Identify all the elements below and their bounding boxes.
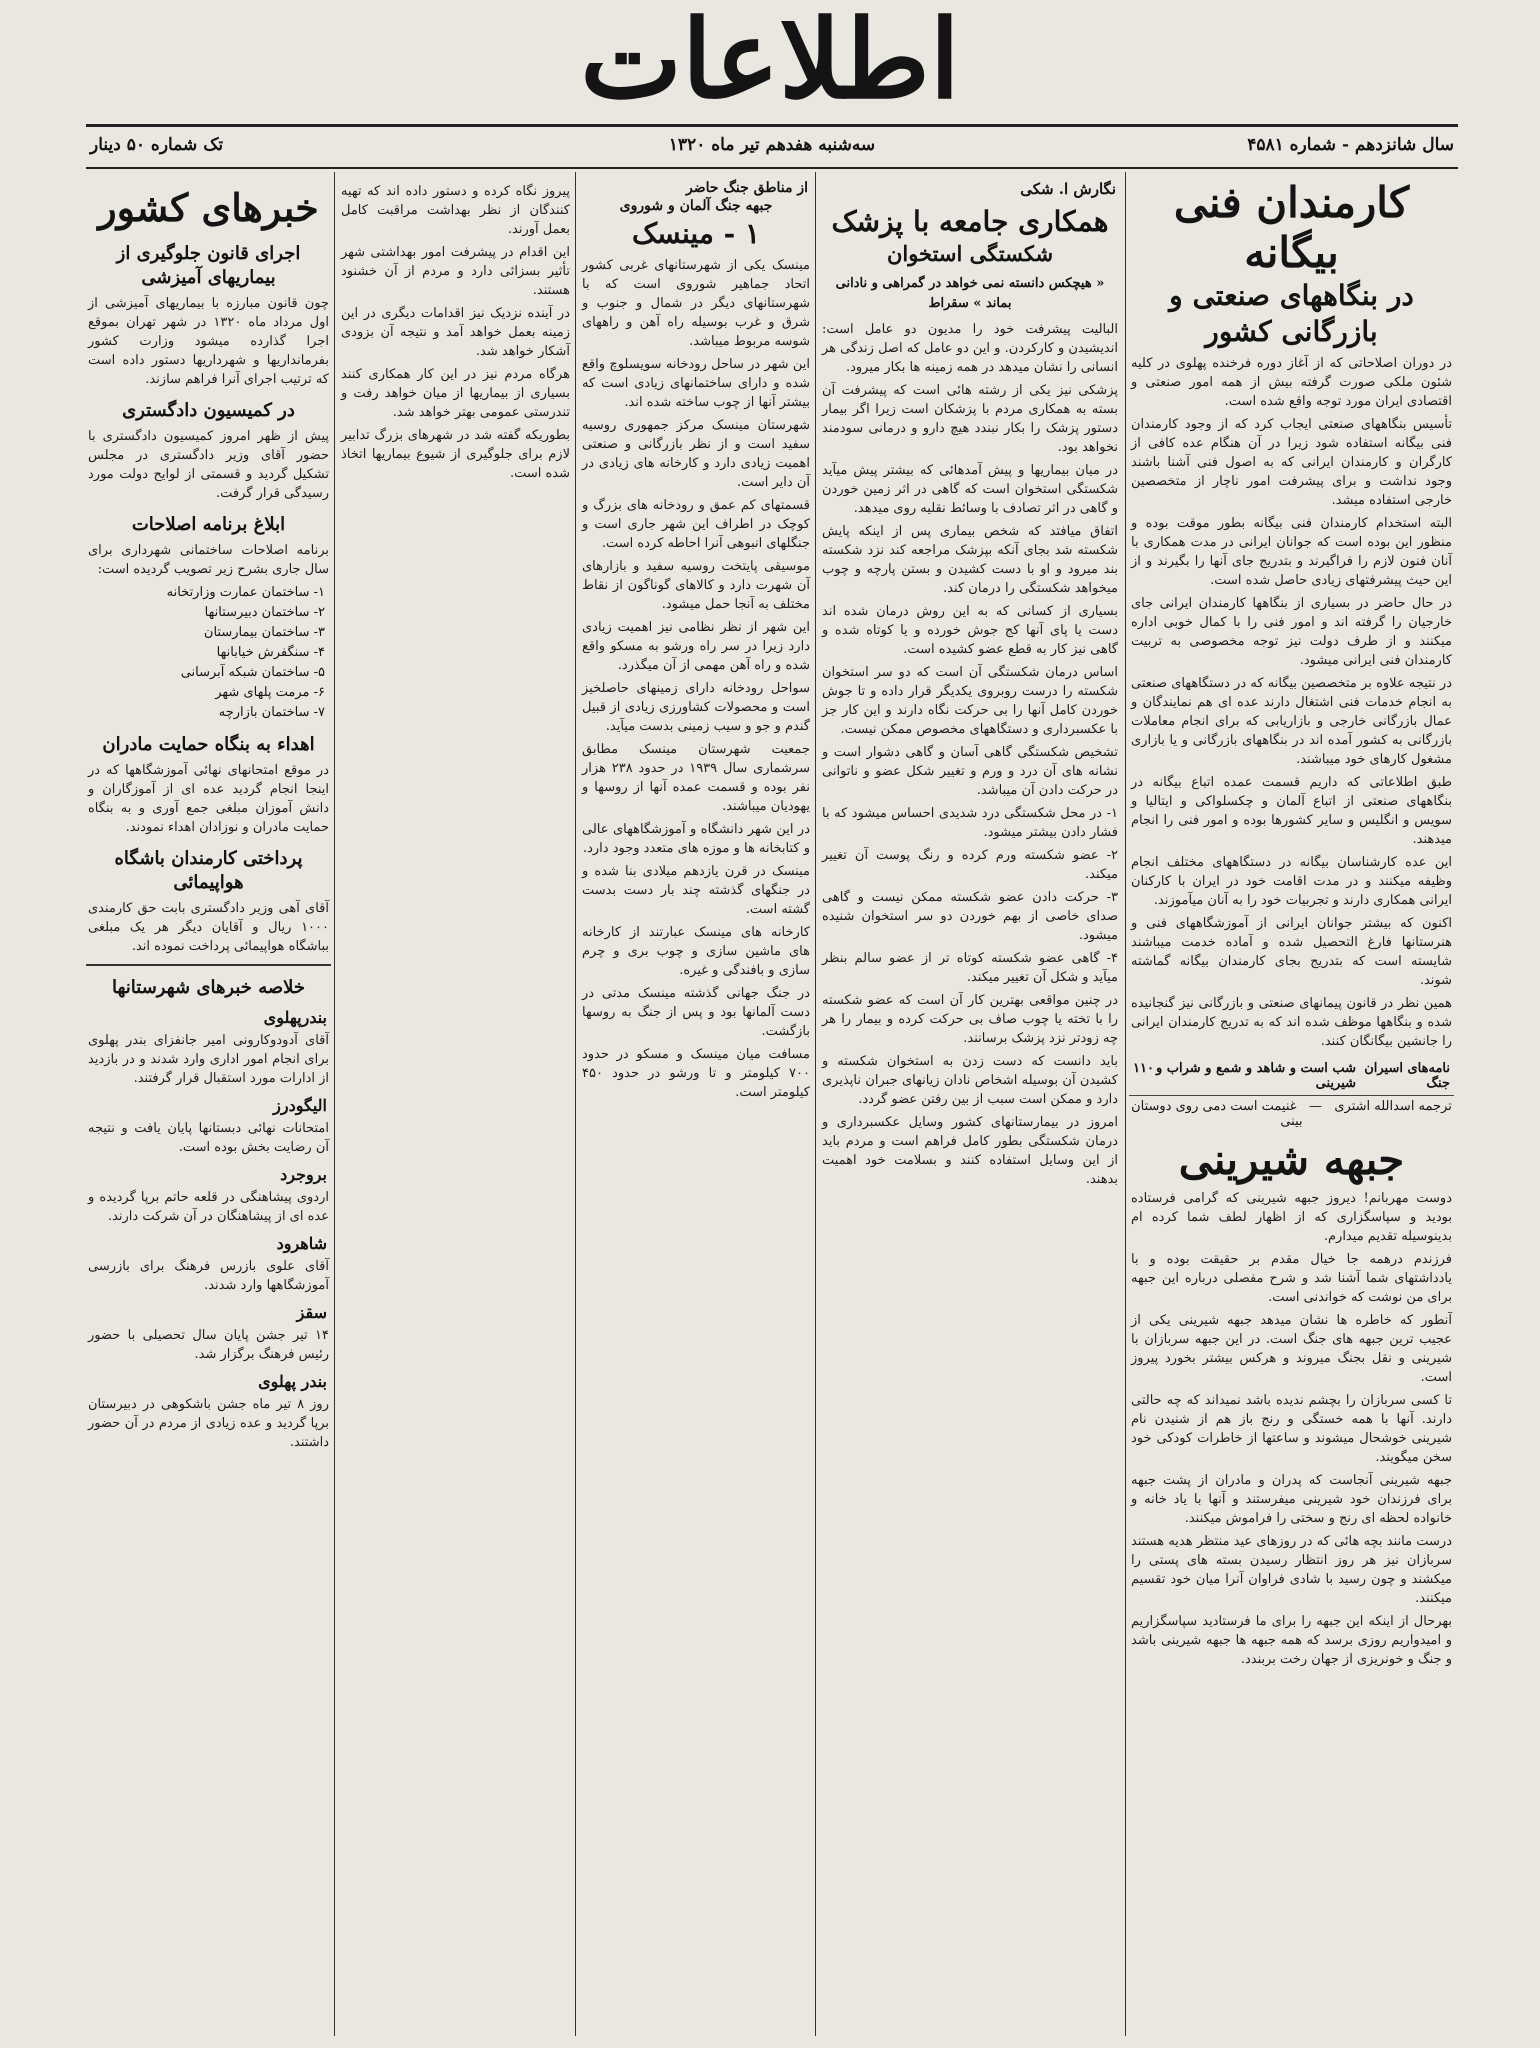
column-national-news	[86, 178, 331, 2034]
series-number: ۱۱۰	[1133, 1061, 1154, 1076]
list-item: ۳- ساختمان بیمارستان	[203, 625, 325, 640]
column-technical-staff	[1129, 178, 1454, 2034]
article-paragraph: تأسیس بنگاههای صنعتی ایجاب کرد که از وجود کارمندان فنی بیگانه استفاده شود زیرا در آن هنگام عده کافی از کارگران و کارمندان ایرانی که به اصول فنی آشنا باشند وجود نداشت و برای پیشرفت امور ناچار از متخصصین خارجی استفاده میشد.	[1131, 417, 1452, 508]
article-paragraph: در دوران اصلاحاتی که از آغاز دوره فرخنده پهلوی در کلیه شئون ملکی صورت گرفته بیش از همه امور صنعتی و اقتصادی ایران مورد توجه واقع شده است.	[1131, 356, 1452, 409]
national-news-header: خبرهای کشور	[98, 185, 319, 230]
city-name: بندر پهلوی	[258, 1372, 327, 1391]
subheadline-foreign-staff: در بنگاههای صنعتی و بازرگانی کشور	[1169, 279, 1414, 348]
issue-price: تک شماره ۵۰ دینار	[90, 135, 224, 155]
column-minsk	[580, 178, 812, 2034]
news-title: اجرای قانون جلوگیری از بیماریهای آمیزشی	[116, 243, 301, 288]
list-item: ۲- ساختمان دبیرستانها	[204, 605, 325, 620]
article-paragraph: اکنون که بیشتر جوانان ایرانی از آموزشگاههای فنی و هنرستانها فارغ التحصیل شده و آماده خدمت میباشند شایسته است که بتدریج بجای کارمندان بیگانه گماشته شوند.	[1131, 916, 1452, 988]
article-paragraph: البته استخدام کارمندان فنی بیگانه بطور موقت بوده و منظور این بوده است که جوانان ایرانی در مدت همکاری با آنان فنون لازم را فراگیرند و بتدریج جای آنها را بگیرند و از این حیث پیشرفتهای زیادی حاصل شده است.	[1131, 516, 1452, 588]
subheadline-fracture: شکستگی استخوان	[886, 241, 1054, 266]
article-paragraph: هرگاه مردم نیز در این کار همکاری کنند بسیاری از بیماریها از میان خواهد رفت و تندرستی عمومی بهتر خواهد شد.	[341, 367, 570, 420]
article-paragraph: در جنگ جهانی گذشته مینسک مدتی در دست آلمانها بود و پس از جنگ به روسها بازگشت.	[582, 986, 810, 1039]
article-paragraph: در نتیجه علاوه بر متخصصین بیگانه که در دستگاههای صنعتی به انجام خدمات فنی اشتغال دارند عده ای هم نمایندگان و عمال بازرگانی خارجی و بازاریابی که برای انجام معاملات بازرگانی به کشور آمده اند در بنگاههای بازرگانی و یا بازاری مشغول کارهای خود میباشند.	[1131, 676, 1452, 767]
news-text: چون قانون مبارزه با بیماریهای آمیزشی از اول مرداد ماه ۱۳۲۰ در شهر تهران بموقع اجرا گذارده میشود وزارت کشور بفرمانداریها و شهرداریها دستور داده است که ترتیب اجرای آنرا فراهم سازند.	[88, 296, 329, 387]
section-sublabel: جبهه جنگ آلمان و شوروی	[619, 198, 773, 214]
strip-sub: ترجمه اسدالله اشتری — غنیمت است دمی روی دوستان بینی	[1131, 1099, 1452, 1129]
city-name: الیگودرز	[273, 1096, 327, 1115]
article-paragraph: موسیقی پایتخت روسیه سفید و بازارهای آن شهرت دارد و کالاهای گوناگون از نقاط مختلف به آنجا حمل میشود.	[582, 559, 810, 612]
article-paragraph: کارخانه های مینسک عبارتند از کارخانه های ماشین سازی و چوب بری و چرم سازی و بافندگی و غیره.	[582, 925, 810, 978]
news-title: خلاصه خبرهای شهرستانها	[112, 977, 305, 998]
article-paragraph: در این شهر دانشگاه و آموزشگاههای عالی و کتابخانه ها و موزه های متعدد وجود دارد.	[582, 822, 810, 856]
article-paragraph: این شهر در ساحل رودخانه سویسلوچ واقع شده و دارای ساختمانهای زیادی است که بیشتر آنها از چوب ساخته شده اند.	[582, 357, 810, 410]
city-news: اردوی پیشاهنگی در قلعه حاتم برپا گردیده و عده ای از پیشاهنگان در آن شرکت دارند.	[88, 1190, 329, 1224]
city-name: بندرپهلوی	[263, 1008, 327, 1027]
article-paragraph: بهرحال از اینکه این جبهه را برای ما فرستادید سپاسگزاریم و امیدواریم روزی برسد که همه جبهه ها جبهه شیرینی باشد و جنگ و خونریزی از جهان رخت بربندد.	[1131, 1614, 1452, 1667]
article-paragraph: اتفاق میافتد که شخص بیماری پس از اینکه پایش شکسته شد بجای آنکه بپزشک مراجعه کند نزد شکسته بند میرود و او با دست کشیدن و بستن پارچه و چوب میخواهد شکستگی را درمان کند.	[822, 524, 1118, 596]
news-title: در کمیسیون دادگستری	[122, 400, 295, 421]
news-title: ابلاغ برنامه اصلاحات	[131, 514, 286, 535]
list-item: ۶- مرمت پلهای شهر	[215, 685, 325, 700]
article-paragraph: در آینده نزدیک نیز اقدامات دیگری در این زمینه بعمل خواهد آمد و نتیجه آن بزودی آشکار خواهد شد.	[341, 306, 570, 359]
article-paragraph: دوست مهربانم! دیروز جبهه شیرینی که گرامی فرستاده بودید و سپاسگزاری که از اظهار لطف شما کرده ام بدینوسیله تقدیم میدارم.	[1131, 1191, 1452, 1244]
city-news: آقای علوی بازرس فرهنگ برای بازرسی آموزشگاهها وارد شدند.	[88, 1259, 329, 1293]
article-paragraph: باید دانست که دست زدن به استخوان شکسته و کشیدن آن بوسیله اشخاص نادان زیانهای جبران ناپذیری دارد و ممکن است سبب از بین رفتن عضو گردد.	[822, 1054, 1118, 1107]
list-item: ۱- ساختمان عمارت وزارتخانه	[166, 585, 325, 600]
column-divider	[1125, 172, 1126, 2036]
article-paragraph: مینسک در قرن یازدهم میلادی بنا شده و در جنگهای گذشته چند بار دست بدست گشته است.	[582, 864, 810, 917]
headline-foreign-staff: کارمندان فنی بیگانه	[1173, 178, 1410, 277]
article-paragraph: در حال حاضر در بسیاری از بنگاهها کارمندان ایرانی جای خارجیان را گرفته اند و امور فنی را با کمال خوبی اداره میکنند و از طرف دولت نیز توجه مخصوصی به تربیت کارمندان فنی ایرانی میشود.	[1131, 596, 1452, 668]
caption-bottom: غنیمت است دمی روی دوستان بینی	[1131, 1099, 1303, 1129]
article-paragraph: این عده کارشناسان بیگانه در دستگاههای مختلف انجام وظیفه میکنند و در مدت اقامت خود در ایران با کارکنان ایرانی همکاری دارند و تجربیات خود را به آنان میآموزند.	[1131, 855, 1452, 908]
header-rule-bottom	[86, 167, 1458, 169]
article-paragraph: پزشکی نیز یکی از رشته هائی است که پیشرفت آن بسته به همکاری مردم با پزشکان است زیرا اگر بیمار دستور پزشک را بکار نبندد هیچ دارو و درمانی سودمند نخواهد بود.	[822, 383, 1118, 455]
article-paragraph: پیروز نگاه کرده و دستور داده اند که تهیه کنندگان از نظر بهداشت مراقبت کامل بعمل آورند.	[341, 184, 570, 237]
article-paragraph: این اقدام در پیشرفت امور بهداشتی شهر تأثیر بسزائی دارد و مردم از آن خشنود هستند.	[341, 245, 570, 298]
article-paragraph: اساس درمان شکستگی آن است که دو سر استخوان شکسته را درست روبروی یکدیگر قرار داده و تا جوش خوردن کامل آنها را بی حرکت نگاه دارند و این کار جز با عکسبرداری و دستگاههای مخصوص ممکن نیست.	[822, 665, 1118, 737]
caption-top: شب است و شاهد و شمع و شراب و شیرینی	[1155, 1061, 1357, 1091]
epigraph-quote: « هیچکس دانسته نمی خواهد در گمراهی و نادانی بماند » سقراط	[835, 276, 1105, 311]
article-paragraph: طبق اطلاعاتی که داریم قسمت عمده اتباع بیگانه در بنگاههای صنعتی از اتباع آلمان و چکسلواکی و ایتالیا و سویس و انگلیس و سایر کشورها بوده و امور فنی را انجام میدهند.	[1131, 775, 1452, 847]
article-paragraph: شهرستان مینسک مرکز جمهوری روسیه سفید است و از نظر بازرگانی و صنعتی اهمیت زیادی دارد و کارخانه های زیادی در آن دایر است.	[582, 418, 810, 490]
city-name: بروجرد	[280, 1165, 327, 1184]
section-divider	[86, 964, 331, 966]
article-paragraph: ۱- در محل شکستگی درد شدیدی احساس میشود که با فشار دادن بیشتر میشود.	[822, 806, 1118, 840]
news-text: پیش از ظهر امروز کمیسیون دادگستری با حضور آقای وزیر دادگستری در مجلس تشکیل گردید و قسمتی از لوایح دولت مورد رسیدگی قرار گرفت.	[88, 429, 329, 501]
article-paragraph: جبهه شیرینی آنجاست که پدران و مادران از پشت جبهه برای فرزندان خود شیرینی میفرستند و آنها با یاد خانه و خانواده لحظه ای رنج و سختی را فراموش میکنند.	[1131, 1473, 1452, 1526]
article-paragraph: بطوریکه گفته شد در شهرهای بزرگ تدابیر لازم برای جلوگیری از شیوع بیماریها اتخاذ شده است.	[341, 428, 570, 481]
article-paragraph: در میان بیماریها و پیش آمدهائی که بیشتر پیش میآید شکستگی استخوان است که گاهی در اثر زمین خوردن و گاهی در اثر تصادف با وسائط نقلیه روی میدهد.	[822, 463, 1118, 516]
volume-issue: سال شانزدهم - شماره ۴۵۸۱	[1247, 135, 1454, 155]
article-paragraph: همین نظر در قانون پیمانهای صنعتی و بازرگانی نیز گنجانیده شده و بنگاهها موظف شده اند که به تدریج کارمندان ایرانی را جانشین بیگانگان کنند.	[1131, 996, 1452, 1049]
article-paragraph: جمعیت شهرستان مینسک مطابق سرشماری سال ۱۹۳۹ در حدود ۲۳۸ هزار نفر بوده و قسمت عمده آنها از روسها و یهودیان میباشند.	[582, 742, 811, 814]
city-name: سقز	[296, 1303, 327, 1322]
issue-info-bar	[90, 132, 1454, 162]
article-paragraph: سواحل رودخانه دارای زمینهای حاصلخیز است و محصولات کشاورزی زیادی از قبیل گندم و جو و سیب زمینی بدست میآید.	[582, 681, 810, 734]
city-news: امتحانات نهائی دبستانها پایان یافت و نتیجه آن رضایت بخش بوده است.	[88, 1121, 329, 1155]
article-paragraph: درست مانند بچه هائی که در روزهای عید منتظر هدیه هستند سربازان نیز هر روز انتظار رسیدن بسته های پستی را میکشند و چون رسید با شادی فراوان آنرا میان خود تقسیم میکنند.	[1131, 1534, 1452, 1606]
issue-date: سه‌شنبه هفدهم تیر ماه ۱۳۲۰	[668, 135, 876, 155]
news-title: اهداء به بنگاه حمایت مادران	[102, 734, 315, 755]
article-paragraph: تشخیص شکستگی گاهی آسان و گاهی دشوار است و نشانه های آن درد و ورم و تغییر شکل عضو و ناتوانی در حرکت دادن آن میباشد.	[822, 745, 1118, 798]
series-strip	[1129, 1057, 1454, 1096]
translator: ترجمه اسدالله اشتری	[1334, 1099, 1452, 1114]
masthead	[0, 0, 1540, 123]
news-text: برنامه اصلاحات ساختمانی شهرداری برای سال جاری بشرح زیر تصویب گردیده است:	[88, 543, 329, 577]
article-paragraph: تا کسی سربازان را بچشم ندیده باشد نمیداند که چه حالتی دارند. آنها با همه خستگی و رنج باز هم از شنیدن نام شیرینی خوشحال میشوند و ساعتها از خاطرات کودکی خود سخن میگویند.	[1131, 1393, 1452, 1465]
article-paragraph: ۳- حرکت دادن عضو شکسته ممکن نیست و گاهی صدای خاصی از بهم خوردن دو سر استخوان شنیده میشود.	[822, 890, 1118, 943]
city-news: ۱۴ تیر جشن پایان سال تحصیلی با حضور رئیس فرهنگ برگزار شد.	[88, 1328, 329, 1362]
column-divider	[815, 172, 816, 2036]
article-paragraph: فرزندم درهمه جا خیال مقدم بر حقیقت بوده و با یادداشتهای شما آشنا شد و شرح مفصلی درباره این جبهه برای من نوشت که خواندنی است.	[1131, 1252, 1452, 1305]
article-paragraph: البالیت پیشرفت خود را مدیون دو عامل است: اندیشیدن و کارکردن. و این دو عامل که اصل زندگی هر انسانی را نشان میدهد در همه زمینه ها بکار میرود.	[822, 322, 1118, 375]
news-title: پرداختی کارمندان باشگاه هواپیمائی	[114, 848, 303, 893]
series-label: نامه‌های اسیران جنگ	[1364, 1061, 1450, 1091]
column-medicine	[820, 178, 1120, 2034]
article-paragraph: امروز در بیمارستانهای کشور وسایل عکسبرداری و درمان شکستگی بطور کامل فراهم است و مردم باید از این وسایل استفاده کنند و بسلامت خود اهمیت بدهند.	[822, 1115, 1118, 1187]
headline-medicine: همکاری جامعه با پزشک	[831, 205, 1109, 238]
article-paragraph: قسمتهای کم عمق و رودخانه های بزرگ و کوچک در اطراف این شهر جاری است و جنگلهای انبوهی آنرا احاطه کرده است.	[582, 498, 810, 551]
article-paragraph: ۲- عضو شکسته ورم کرده و رنگ پوست آن تغییر میکند.	[822, 848, 1118, 882]
city-news: آقای آدودوکارونی امیر جانفزای بندر پهلوی برای انجام امور اداری وارد شدند و در بازدید از ادارات مورد استقبال قرار گرفتند.	[88, 1033, 329, 1086]
headline-sweets-front: جبهه شیرینی	[1178, 1135, 1405, 1184]
article-paragraph: این شهر از نظر نظامی نیز اهمیت زیادی دارد زیرا در سر راه ورشو به مسکو واقع شده و راه آهن مهمی از آن میگذرد.	[582, 620, 810, 673]
list-item: ۷- ساختمان بازارچه	[218, 705, 325, 720]
news-text: در موقع امتحانهای نهائی آموزشگاهها که در اینجا انجام گردید عده ای از آموزگاران و دانش آموزان مبلغی جمع آوری و به بنگاه حمایت مادران و نوزادان اهداء نمودند.	[88, 763, 329, 835]
news-text: آقای آهی وزیر دادگستری بابت حق کارمندی ۱۰۰۰ ریال و آقایان دیگر هر یک مبلغی بباشگاه هواپیمائی پرداخت نموده اند.	[88, 901, 329, 954]
article-paragraph: آنطور که خاطره ها نشان میدهد جبهه شیرینی یکی از عجیب ترین جبهه های جنگ است. در این جبهه سربازان با شیرینی و نقل بجنگ میروند و هرکس بیشتر بخورد پیروز است.	[1131, 1313, 1452, 1385]
column-divider	[575, 172, 576, 2036]
article-paragraph: ۴- گاهی عضو شکسته کوتاه تر از عضو سالم بنظر میآید و شکل آن تغییر میکند.	[822, 951, 1118, 985]
article-paragraph: مینسک یکی از شهرستانهای غربی کشور اتحاد جماهیر شوروی است که با شهرستانهای دیگر در شمال و جنوب و شرق و غرب بوسیله راه آهن و راههای شوسه مربوط میباشد.	[582, 258, 810, 349]
city-news: روز ۸ تیر ماه جشن باشکوهی در دبیرستان برپا گردید و عده زیادی از مردم در آن حضور داشتند.	[88, 1397, 329, 1450]
article-paragraph: بسیاری از کسانی که به این روش درمان شده اند دست یا پای آنها کج جوش خورده و یا کوتاه شده و گاهی نیز کار به قطع عضو کشیده است.	[822, 604, 1118, 657]
list-item: ۴- سنگفرش خیابانها	[216, 645, 325, 660]
article-paragraph: مسافت میان مینسک و مسکو در حدود ۷۰۰ کیلومتر و تا ورشو در حدود ۴۵۰ کیلومتر است.	[582, 1047, 810, 1100]
list-item: ۵- ساختمان شبکه آبرسانی	[180, 665, 325, 680]
column-divider	[334, 172, 335, 2036]
headline-minsk: ۱ - مینسک	[631, 217, 761, 250]
article-paragraph: در چنین مواقعی بهترین کار آن است که عضو شکسته را با تخته یا چوب صاف بی حرکت کرده و بیمار را هر چه زودتر نزد پزشک برسانند.	[822, 993, 1118, 1046]
city-name: شاهرود	[276, 1234, 327, 1253]
byline: نگارش ا. شکی	[1020, 180, 1116, 198]
section-label: از مناطق جنگ حاضر	[685, 180, 808, 196]
header-rule-top	[86, 124, 1458, 127]
masthead-title: اطلاعات	[580, 0, 960, 123]
column-continued	[339, 178, 572, 2034]
